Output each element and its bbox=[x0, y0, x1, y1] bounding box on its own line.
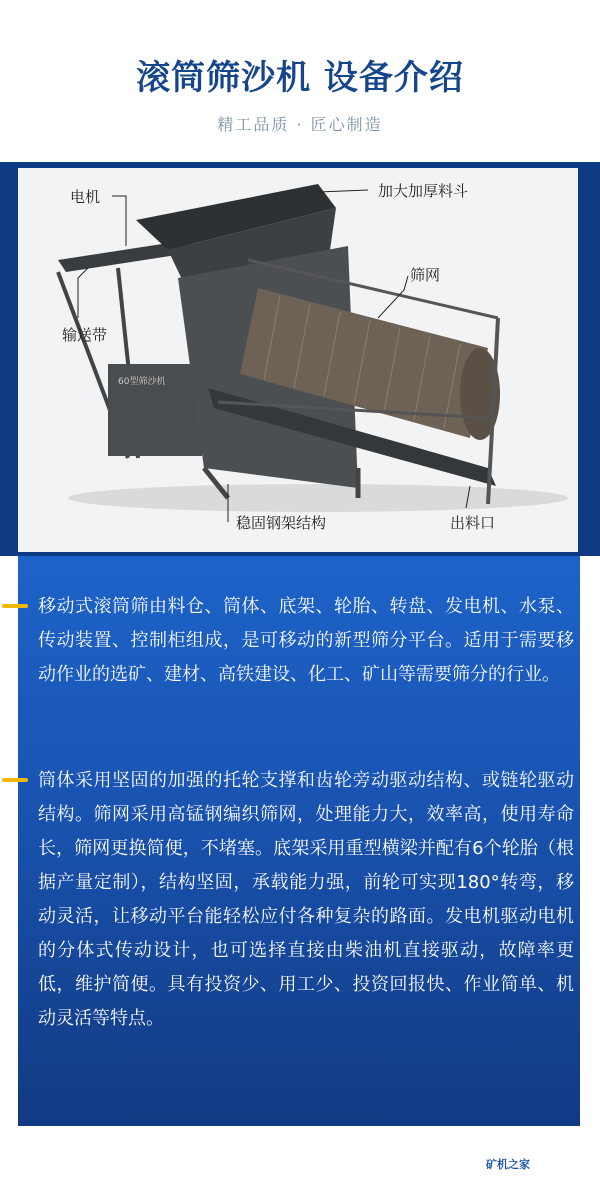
paragraph-2 bbox=[38, 764, 574, 1036]
description-panel bbox=[18, 556, 580, 1126]
label-frame: 稳固钢架结构 bbox=[236, 514, 327, 532]
paragraph-1-text: 移动式滚筒筛由料仓、筒体、底架、轮胎、转盘、发电机、水泵、传动装置、控制柜组成，是可移动的新型筛分平台。适用于需要移动作业的选矿、建材、高铁建设、化工、矿山等需要筛分的行业。 bbox=[38, 596, 574, 685]
bullet-marker bbox=[2, 778, 28, 782]
bullet-marker bbox=[2, 604, 28, 608]
svg-text:60型筛沙机: 60型筛沙机 bbox=[118, 377, 166, 387]
label-hopper: 加大加厚料斗 bbox=[378, 182, 469, 200]
label-screen: 筛网 bbox=[410, 266, 441, 284]
label-motor: 电机 bbox=[70, 188, 101, 206]
page-subtitle: 精工品质 · 匠心制造 bbox=[217, 115, 383, 134]
page-title: 滚筒筛沙机 设备介绍 bbox=[136, 58, 464, 98]
paragraph-1 bbox=[38, 590, 574, 692]
paragraph-2-text: 筒体采用坚固的加强的托轮支撑和齿轮旁动驱动结构、或链轮驱动结构。筛网采用高锰钢编织筛网，处理能力大，效率高，使用寿命长，筛网更换简便，不堵塞。底架采用重型横梁并配有6个轮胎（根据产量定制），结构坚固，承载能力强，前轮可实现180°转弯，移动灵活，让移动平台能轻松应付各种复杂的路面。发电机驱动电机的分体式传动设计，也可选择直接由柴油机直接驱动，故障率更低，维护简便。具有投资少、用工少、投资回报快、作业简单、机动灵活等特点。 bbox=[38, 770, 574, 1029]
label-outlet: 出料口 bbox=[450, 514, 496, 532]
footer-brand: 矿机之家 bbox=[486, 1158, 530, 1171]
machine-illustration bbox=[18, 168, 578, 552]
machine-diagram bbox=[18, 168, 578, 552]
label-conveyor: 输送带 bbox=[62, 326, 108, 344]
